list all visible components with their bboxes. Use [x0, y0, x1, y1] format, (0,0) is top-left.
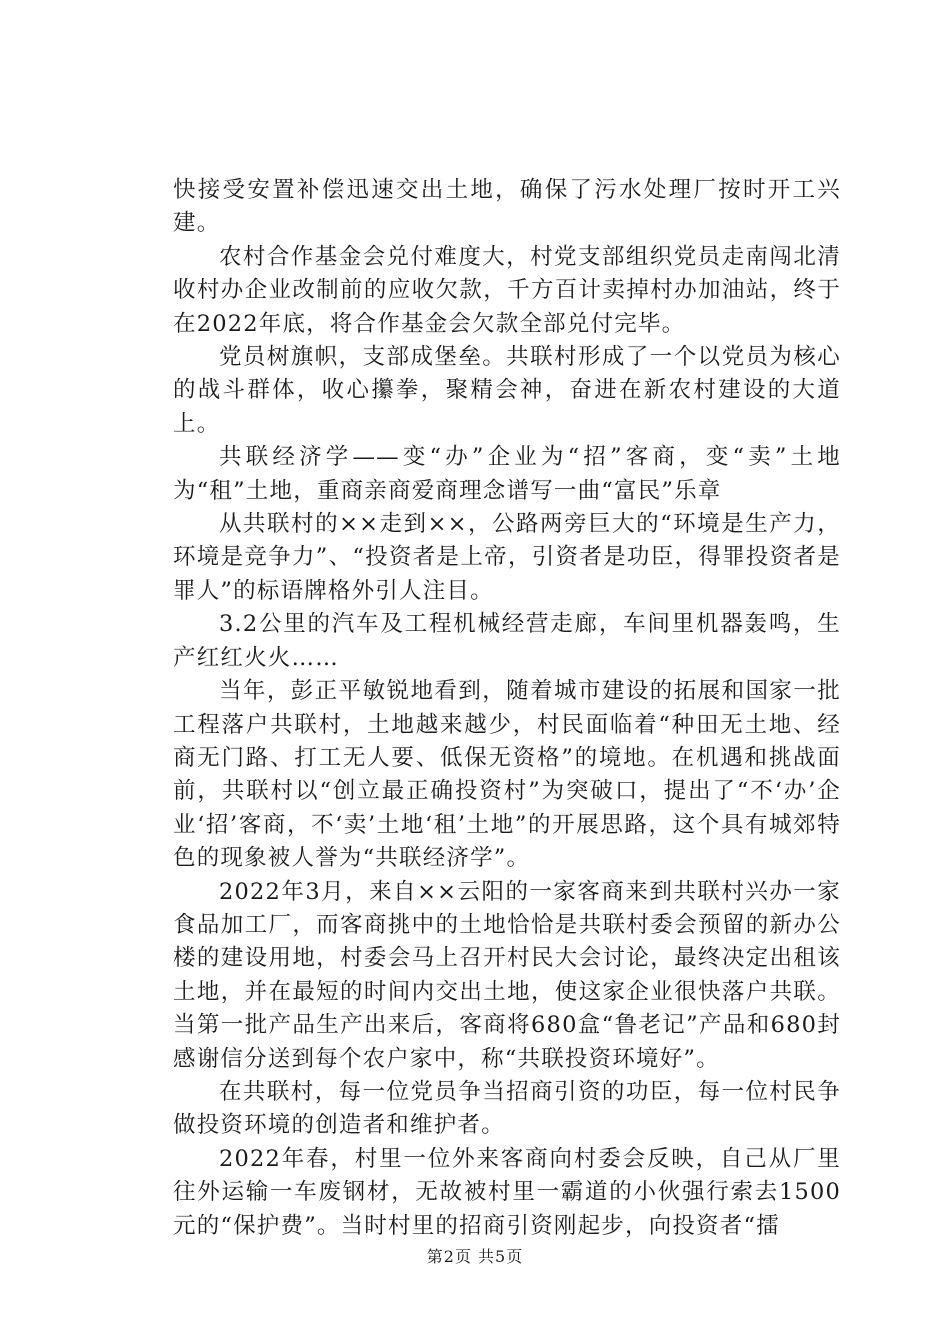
document-body [173, 174, 841, 1243]
paragraph: 党员树旗帜，支部成堡垒。共联村形成了一个以党员为核心的战斗群体，收心攥拳，聚精会神，奋进在新农村建设的大道上。 [173, 344, 841, 437]
paragraph: 2022年3月，来自××云阳的一家客商来到共联村兴办一家食品加工厂，而客商挑中的土地恰恰是共联村委会预留的新办公楼的建设用地，村委会马上召开村民大会讨论，最终决定出租该土地，并在最短的时间内交出土地，使这家企业很快落户共联。当第一批产品生产出来后，客商将680盒“鲁老记”产品和680封感谢信分送到每个农户家中，称“共联投资环境好”。 [173, 878, 841, 1072]
page-number-footer: 第2页 共5页 [426, 1247, 524, 1266]
section-heading: 共联经济学——变“办”企业为“招”客商，变“卖”土地为“租”土地，重商亲商爱商理念谱写一曲“富民”乐章 [173, 444, 841, 504]
paragraph: 3.2公里的汽车及工程机械经营走廊，车间里机器轰鸣，生产红红火火…… [173, 611, 841, 671]
paragraph: 在共联村，每一位党员争当招商引资的功臣，每一位村民争做投资环境的创造者和维护者。 [173, 1078, 841, 1139]
paragraph: 农村合作基金会兑付难度大，村党支部组织党员走南闯北清收村办企业改制前的应收欠款，千方百计卖掉村办加油站，终于在2022年底，将合作基金会欠款全部兑付完毕。 [173, 243, 841, 337]
paragraph-continued: 快接受安置补偿迅速交出土地，确保了污水处理厂按时开工兴建。 [173, 177, 841, 237]
paragraph: 当年，彭正平敏锐地看到，随着城市建设的拓展和国家一批工程落户共联村，土地越来越少，村民面临着“种田无土地、经商无门路、打工无人要、低保无资格”的境地。在机遇和挑战面前，共联村以“创立最正确投资村”为突破口，提出了“不‘办’企业‘招’客商，不‘卖’土地‘租’土地”的开展思路，这个具有城郊特色的现象被人誉为“共联经济学”。 [173, 678, 841, 872]
paragraph: 从共联村的××走到××，公路两旁巨大的“环境是生产力，环境是竞争力”、“投资者是上帝，引资者是功臣，得罪投资者是罪人”的标语牌格外引人注目。 [173, 511, 841, 604]
paragraph: 2022年春，村里一位外来客商向村委会反映，自己从厂里往外运输一车废钢材，无故被村里一霸道的小伙强行索去1500元的“保护费”。当时村里的招商引资刚起步，向投资者“擂 [173, 1145, 841, 1239]
